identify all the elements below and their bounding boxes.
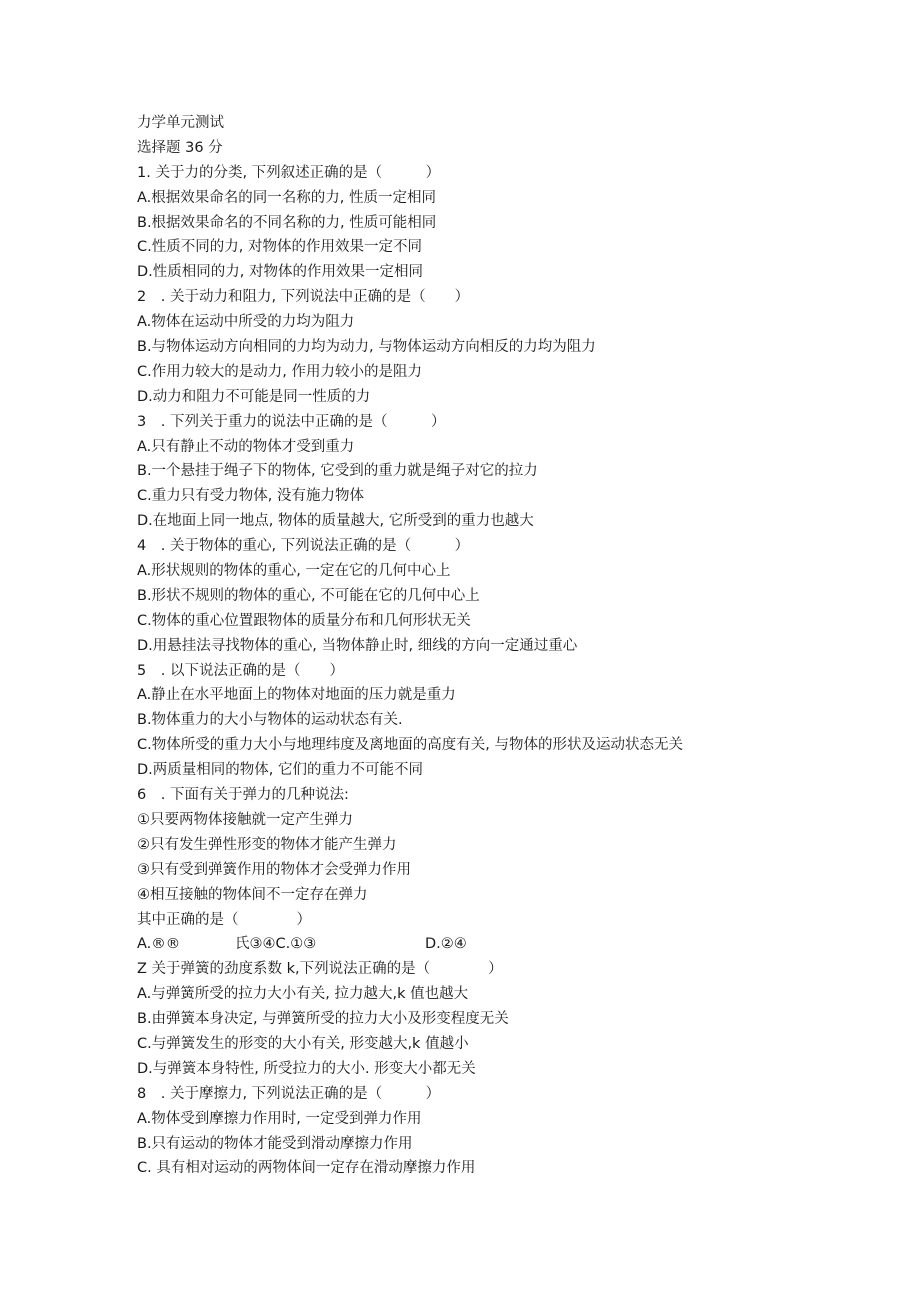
question-3-option-c: C.重力只有受力物体, 没有施力物体 [137, 488, 364, 505]
document-body [137, 111, 837, 1181]
question-5-option-c: C.物体所受的重力大小与地理纬度及离地面的高度有关, 与物体的形状及运动状态无关 [137, 737, 683, 754]
question-6-option-a: A.®® [137, 936, 181, 953]
question-1-option-c: C.性质不同的力, 对物体的作用效果一定不同 [137, 239, 422, 256]
question-5-option-d: D.两质量相同的物体, 它们的重力不可能不同 [137, 762, 423, 779]
question-8-option-a: A.物体受到摩擦力作用时, 一定受到弹力作用 [137, 1110, 422, 1127]
question-2-option-b: B.与物体运动方向相同的力均为动力, 与物体运动方向相反的力均为阻力 [137, 339, 596, 356]
question-5-option-b: B.物体重力的大小与物体的运动状态有关. [137, 712, 403, 729]
question-8-stem: 8 . 关于摩擦力, 下列说法正确的是（ ） [137, 1085, 441, 1102]
question-3-option-a: A.只有静止不动的物体才受到重力 [137, 438, 355, 455]
question-8-option-c: C. 具有相对运动的两物体间一定存在滑动摩擦力作用 [137, 1160, 476, 1177]
question-8-option-b: B.只有运动的物体才能受到滑动摩擦力作用 [137, 1135, 413, 1152]
question-7-stem: Z 关于弹簧的劲度系数 k,下列说法正确的是（ ） [137, 961, 503, 978]
question-4-stem: 4 . 关于物体的重心, 下列说法正确的是（ ） [137, 538, 470, 555]
question-7-option-a: A.与弹簧所受的拉力大小有关, 拉力越大,k 值也越大 [137, 986, 469, 1003]
question-5-option-a: A.静止在水平地面上的物体对地面的压力就是重力 [137, 687, 456, 704]
question-4-option-a: A.形状规则的物体的重心, 一定在它的几何中心上 [137, 563, 451, 580]
question-7-option-d: D.与弹簧本身特性, 所受拉力的大小. 形变大小都无关 [137, 1060, 476, 1077]
question-7-option-b: B.由弹簧本身决定, 与弹簧所受的拉力大小及形变程度无关 [137, 1011, 509, 1028]
question-6-stem: 6 . 下面有关于弹力的几种说法: [137, 787, 349, 804]
question-6-statement-3: ③只有受到弹簧作用的物体才会受弹力作用 [137, 861, 411, 878]
question-5-stem: 5 . 以下说法正确的是（ ） [137, 662, 344, 679]
question-1-option-a: A.根据效果命名的同一名称的力, 性质一定相同 [137, 189, 436, 206]
page-title: 力学单元测试 [137, 115, 224, 131]
question-2-stem: 2 . 关于动力和阻力, 下列说法中正确的是（ ） [137, 289, 470, 306]
question-7-option-c: C.与弹簧发生的形变的大小有关, 形变越大,k 值越小 [137, 1035, 469, 1052]
question-2-option-d: D.动力和阻力不可能是同一性质的力 [137, 388, 371, 405]
question-6-option-bc: 氏③④C.①③ [235, 936, 317, 953]
question-6-statement-4: ④相互接触的物体间不一定存在弹力 [137, 886, 368, 903]
question-6-options [137, 932, 837, 957]
question-4-option-c: C.物体的重心位置跟物体的质量分布和几何形状无关 [137, 612, 471, 629]
question-3-option-b: B.一个悬挂于绳子下的物体, 它受到的重力就是绳子对它的拉力 [137, 463, 538, 480]
section-heading: 选择题 36 分 [137, 139, 223, 156]
question-4-option-d: D.用悬挂法寻找物体的重心, 当物体静止时, 细线的方向一定通过重心 [137, 637, 578, 654]
question-6-ask: 其中正确的是（ ） [137, 911, 311, 928]
question-2-option-c: C.作用力较大的是动力, 作用力较小的是阻力 [137, 363, 422, 380]
question-1-stem: 1. 关于力的分类, 下列叙述正确的是（ ） [137, 164, 441, 181]
question-1-option-d: D.性质相同的力, 对物体的作用效果一定相同 [137, 264, 423, 281]
question-6-option-d: D.②④ [425, 936, 467, 953]
question-2-option-a: A.物体在运动中所受的力均为阻力 [137, 314, 355, 331]
question-6-statement-2: ②只有发生弹性形变的物体才能产生弹力 [137, 836, 397, 853]
question-4-option-b: B.形状不规则的物体的重心, 不可能在它的几何中心上 [137, 587, 480, 604]
question-6-statement-1: ①只要两物体接触就一定产生弹力 [137, 811, 353, 828]
question-1-option-b: B.根据效果命名的不同名称的力, 性质可能相同 [137, 214, 437, 231]
question-3-option-d: D.在地面上同一地点, 物体的质量越大, 它所受到的重力也越大 [137, 513, 534, 530]
question-3-stem: 3 . 下列关于重力的说法中正确的是（ ） [137, 413, 446, 430]
